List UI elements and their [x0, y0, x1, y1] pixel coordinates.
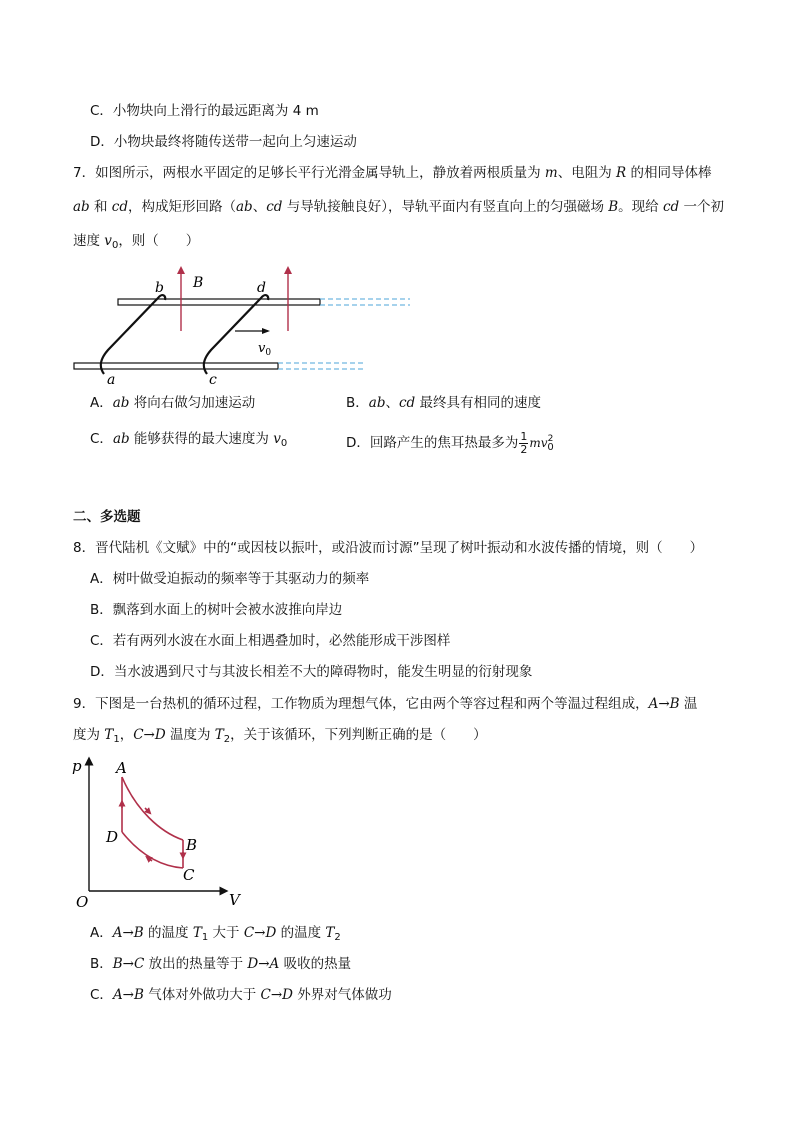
q6-option-c: C．小物块向上滑行的最远距离为 4 m [90, 103, 319, 119]
q9-text: ， [119, 727, 134, 743]
subscript: 0 [547, 442, 554, 453]
var-T: T [104, 727, 114, 743]
q7-text: 与导轨接触良好），导轨平面内有竖直向上的匀强磁场 [282, 199, 609, 215]
process-CtoD: C→D [133, 727, 166, 743]
isotherm-AB [122, 777, 183, 840]
option-text: 、 [385, 395, 399, 411]
label-d: d [257, 280, 266, 296]
subscript: 2 [223, 734, 231, 745]
var-mv: mv [529, 436, 548, 450]
label-b: b [155, 280, 164, 296]
label-B: B [186, 836, 198, 854]
var-cd: cd [398, 395, 416, 411]
q7-text: 一个初 [679, 199, 724, 215]
q7-text: 的相同导体棒 [626, 165, 712, 181]
subscript: 1 [113, 734, 120, 745]
var-ab: ab [112, 431, 130, 447]
option-text: 的温度 [276, 925, 326, 941]
option-label: C． [90, 431, 113, 447]
q8-option-d: D．当水波遇到尺寸与其波长相差不大的障碍物时，能发生明显的衍射现象 [90, 664, 533, 680]
subscript: 1 [201, 932, 209, 943]
var-ab: ab [73, 199, 90, 215]
var-ab: ab [236, 199, 253, 215]
q8-option-a: A．树叶做受迫振动的频率等于其驱动力的频率 [90, 571, 370, 587]
process-AtoB: A→B [112, 987, 144, 1003]
var-T: T [192, 925, 202, 941]
q9-option-c [90, 985, 392, 1005]
fraction-denominator: 2 [520, 442, 528, 456]
process-AtoB: A→B [112, 925, 144, 941]
fraction-numerator: 1 [520, 429, 528, 443]
var-cd: cd [662, 199, 680, 215]
label-c: c [209, 372, 217, 388]
q7-text: 速度 [73, 233, 105, 249]
option-text: 放出的热量等于 [144, 956, 248, 972]
q9-option-b [90, 954, 351, 974]
var-T: T [214, 727, 224, 743]
var-T: T [325, 925, 335, 941]
q7-text: 、电阻为 [557, 165, 616, 181]
option-text: 气体对外做功大于 [143, 987, 261, 1003]
q8-stem: 8．晋代陆机《文赋》中的“或因枝以振叶，或沿波而讨源”呈现了树叶振动和水波传播的情境，则（ ） [73, 540, 704, 556]
q9-text: ，关于该循环，下列判断正确的是（ ） [230, 727, 487, 743]
var-cd: cd [111, 199, 128, 215]
label-field-B: B [193, 275, 204, 291]
option-label: C． [90, 987, 113, 1003]
var-cd: cd [266, 199, 283, 215]
option-label: A． [90, 395, 113, 411]
option-label: B． [346, 395, 369, 411]
option-text: 最终具有相同的速度 [415, 395, 541, 411]
process-CtoD: C→D [243, 925, 277, 941]
label-a: a [107, 372, 116, 388]
label-A: A [116, 759, 127, 777]
q9-option-a [90, 923, 341, 948]
q7-text: ，则（ ） [118, 233, 200, 249]
label-p: p [72, 757, 82, 775]
label-V: V [229, 891, 240, 909]
var-R: R [616, 165, 627, 181]
option-text: D．回路产生的焦耳热最多为 [346, 435, 519, 451]
arrowhead [145, 808, 149, 812]
subscript: 0 [280, 438, 288, 449]
option-label: A． [90, 925, 113, 941]
process-CtoD: C→D [260, 987, 293, 1003]
label-O: O [76, 893, 89, 911]
q9-text: 温度为 [165, 727, 215, 743]
label-v0: $v_0$ [258, 341, 272, 358]
q8-option-c: C．若有两列水波在水面上相遇叠加时，必然能形成干涉图样 [90, 633, 451, 649]
section-title: 二、多选题 [73, 509, 141, 525]
q9-text: 度为 [73, 727, 105, 743]
var-B: B [608, 199, 619, 215]
option-text: 将向右做匀加速运动 [129, 395, 256, 411]
option-label: B． [90, 956, 113, 972]
var-v: v [104, 233, 112, 249]
option-text: 吸收的热量 [279, 956, 352, 972]
option-text: 能够获得的最大速度为 [129, 431, 274, 447]
subscript: 2 [334, 932, 341, 943]
var-m: m [544, 165, 558, 181]
q7-text: ，构成矩形回路（ [128, 199, 236, 215]
var-ab: ab [368, 395, 386, 411]
label-D: D [106, 828, 119, 846]
q7-text: 。现给 [618, 199, 663, 215]
label-C: C [183, 866, 195, 884]
subscript: 0 [111, 240, 119, 251]
superscript: 2 [547, 434, 554, 444]
option-text: 大于 [208, 925, 244, 941]
q7-text: 、 [252, 199, 267, 215]
q7-text: 和 [89, 199, 112, 215]
process-BtoC: B→C [112, 956, 145, 972]
q9-text: 温 [679, 696, 698, 712]
var-ab: ab [112, 395, 130, 411]
option-text: 外界对气体做功 [292, 987, 392, 1003]
process-AtoB: A→B [648, 696, 680, 712]
option-text: 的温度 [143, 925, 193, 941]
q8-option-b: B．飘落到水面上的树叶会被水波推向岸边 [90, 602, 343, 618]
q7-text: 7．如图所示，两根水平固定的足够长平行光滑金属导轨上，静放着两根质量为 [73, 165, 545, 181]
q6-option-d: D．小物块最终将随传送带一起向上匀速运动 [90, 134, 357, 150]
var-v: v [273, 431, 281, 447]
process-DtoA: D→A [247, 956, 280, 972]
isotherm-CD [122, 832, 183, 868]
q9-text: 9．下图是一台热机的循环过程，工作物质为理想气体，它由两个等容过程和两个等温过程组成， [73, 696, 649, 712]
